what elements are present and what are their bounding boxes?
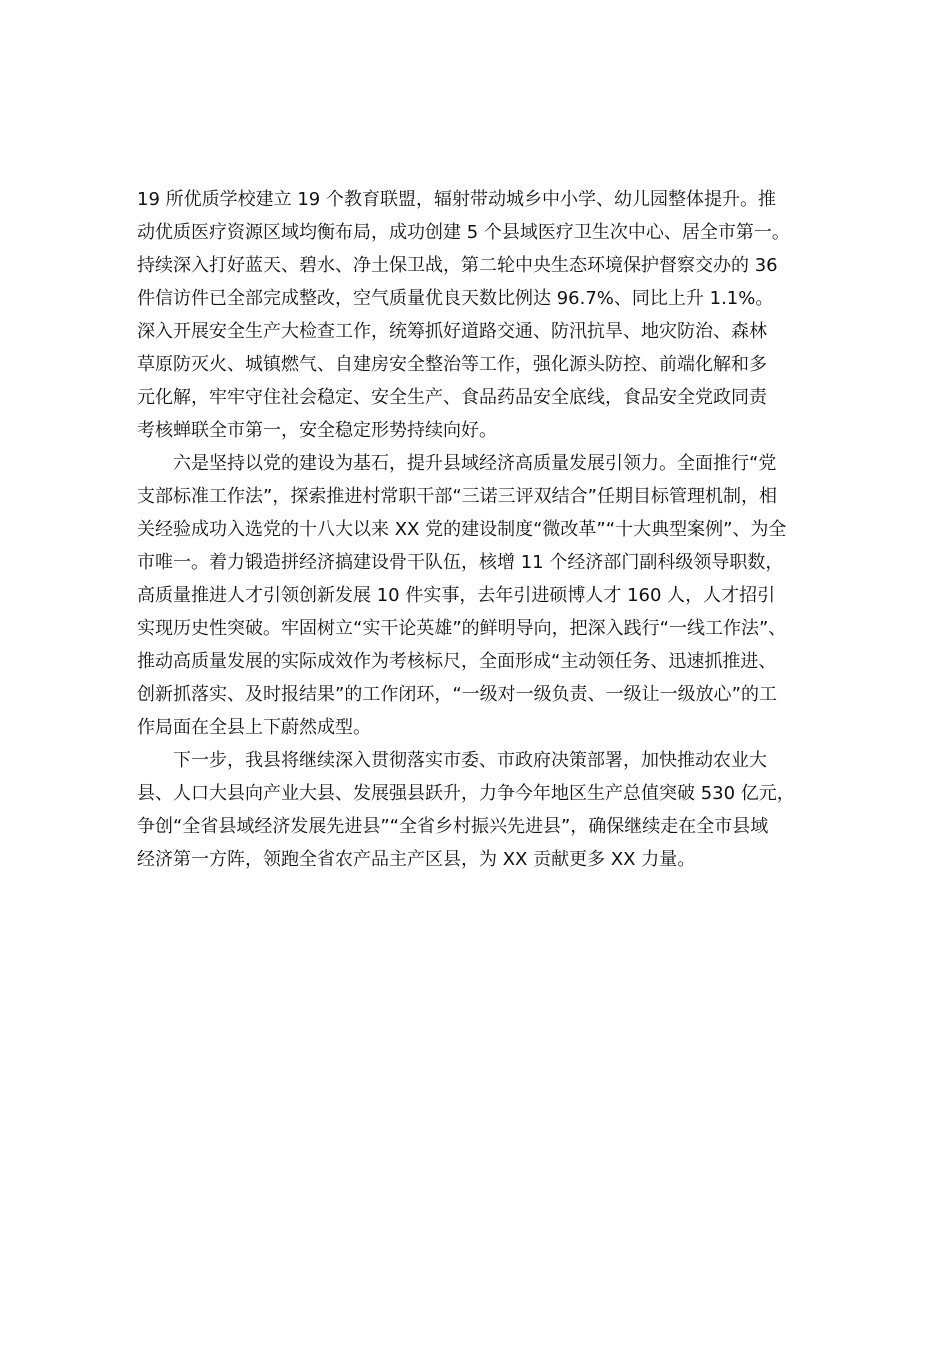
paragraph-3 (137, 744, 837, 876)
text-line: 动优质医疗资源区域均衡布局，成功创建 5 个县域医疗卫生次中心、居全市第一。 (137, 222, 790, 243)
text-line: 持续深入打好蓝天、碧水、净土保卫战，第二轮中央生态环境保护督察交办的 36 (137, 255, 778, 276)
text-line: 高质量推进人才引领创新发展 10 件实事，去年引进硕博人才 160 人，人才招引 (137, 585, 776, 606)
text-line: 六是坚持以党的建设为基石，提升县域经济高质量发展引领力。全面推行“党 (173, 453, 777, 474)
text-line: 深入开展安全生产大检查工作，统筹抓好道路交通、防汛抗旱、地灾防治、森林 (137, 321, 767, 342)
text-line: 考核蝉联全市第一，安全稳定形势持续向好。 (137, 420, 497, 441)
paragraph-1 (137, 183, 837, 447)
text-line: 县、人口大县向产业大县、发展强县跃升，力争今年地区生产总值突破 530 亿元， (137, 783, 795, 804)
text-line: 经济第一方阵，领跑全省农产品主产区县，为 XX 贡献更多 XX 力量。 (137, 849, 696, 870)
text-line: 作局面在全县上下蔚然成型。 (137, 717, 371, 738)
text-line: 下一步，我县将继续深入贯彻落实市委、市政府决策部署，加快推动农业大 (173, 750, 767, 771)
text-line: 元化解，牢牢守住社会稳定、安全生产、食品药品安全底线，食品安全党政同责 (137, 387, 767, 408)
text-line: 推动高质量发展的实际成效作为考核标尺，全面形成“主动领任务、迅速抓推进、 (137, 651, 777, 672)
text-line: 争创“全省县域经济发展先进县”“全省乡村振兴先进县”，确保继续走在全市县域 (137, 816, 769, 837)
text-line: 市唯一。着力锻造拼经济搞建设骨干队伍，核增 11 个经济部门副科级领导职数， (137, 552, 784, 573)
text-line: 19 所优质学校建立 19 个教育联盟，辐射带动城乡中小学、幼儿园整体提升。推 (137, 189, 776, 210)
paragraph-2 (137, 447, 837, 744)
text-line: 关经验成功入选党的十八大以来 XX 党的建设制度“微改革”“十大典型案例”、为全 (137, 519, 787, 540)
text-line: 实现历史性突破。牢固树立“实干论英雄”的鲜明导向，把深入践行“一线工作法”、 (137, 618, 787, 639)
text-line: 草原防灭火、城镇燃气、自建房安全整治等工作，强化源头防控、前端化解和多 (137, 354, 767, 375)
text-line: 创新抓落实、及时报结果”的工作闭环，“一级对一级负责、一级让一级放心”的工 (137, 684, 777, 705)
document-body (137, 183, 837, 876)
text-line: 件信访件已全部完成整改，空气质量优良天数比例达 96.7%、同比上升 1.1%。 (137, 288, 774, 309)
text-line: 支部标准工作法”，探索推进村常职干部“三诺三评双结合”任期目标管理机制，相 (137, 486, 777, 507)
